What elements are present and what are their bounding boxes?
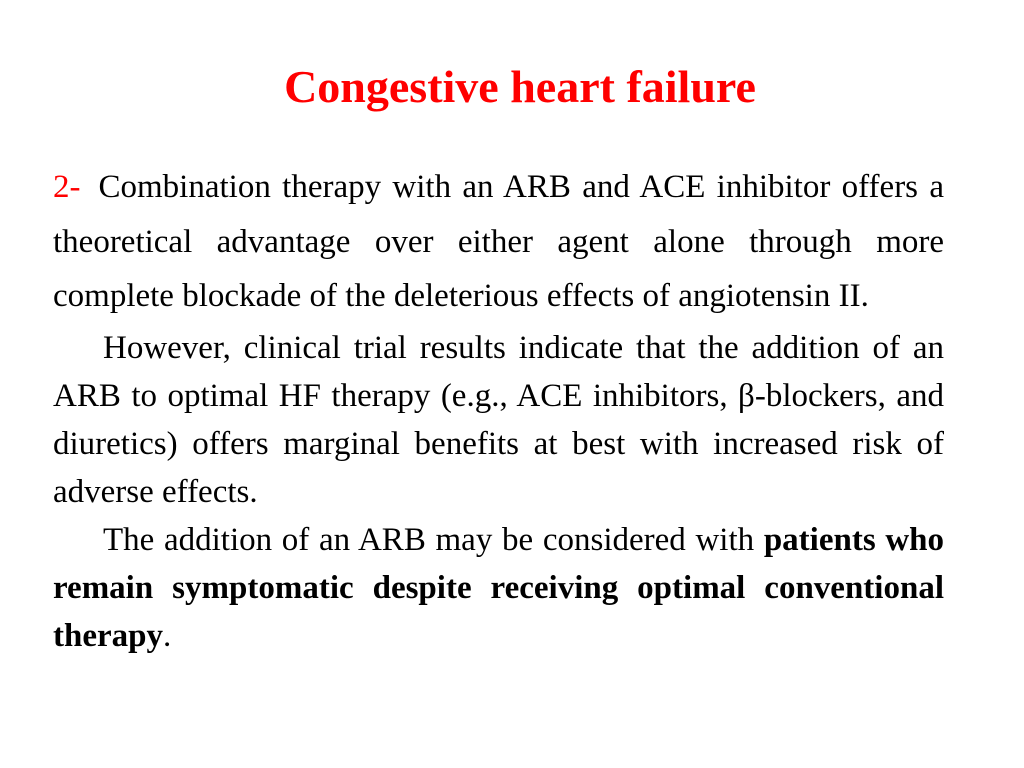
paragraph-combination-therapy: [53, 160, 944, 324]
paragraph-3-text-start: The addition of an ARB may be considered with: [103, 521, 755, 558]
slide-title: Congestive heart failure: [284, 61, 756, 112]
paragraph-arb-addition: [53, 516, 944, 660]
paragraph-3-text-end: .: [163, 617, 172, 654]
paragraph-1-text: Combination therapy with an ARB and ACE inhibitor offers a theoretical advantage over either agent alone through more complete blockade of the deleterious effects of angiotensin II.: [53, 169, 944, 314]
paragraph-3-bold-text: patients who remain symptomatic despite receiving optimal conventional therapy: [53, 521, 945, 654]
slide-body: [53, 160, 944, 660]
point-number: 2-: [53, 169, 81, 205]
paragraph-clinical-trials: [53, 324, 944, 516]
paragraph-2-text: However, clinical trial results indicate that the addition of an ARB to optimal HF therapy (e.g., ACE inhibitors, β-blockers, and diuretics) offers marginal benefits at best with increased risk of adverse effects.: [53, 329, 944, 510]
